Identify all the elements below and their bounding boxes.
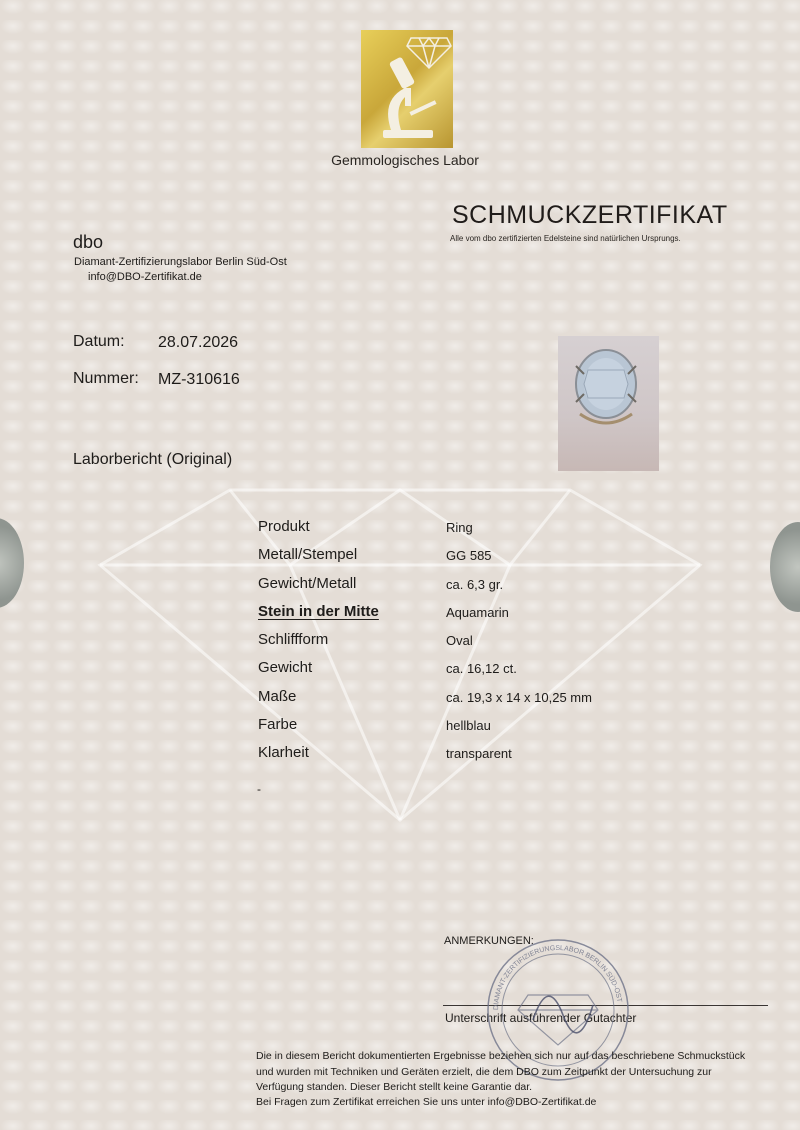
number-label: Nummer:: [73, 370, 139, 387]
disclaimer-line: Verfügung standen. Dieser Bericht stellt keine Garantie dar.: [256, 1081, 533, 1093]
number-value: MZ-310616: [158, 371, 240, 388]
date-label: Datum:: [73, 333, 125, 350]
detail-value: ca. 19,3 x 14 x 10,25 mm: [446, 690, 592, 705]
stamp-text: DIAMANT-ZERTIFIZIERUNGSLABOR BERLIN SÜD-OST: [492, 944, 623, 1011]
remarks-label: ANMERKUNGEN:: [444, 935, 534, 947]
ring-image: [558, 336, 659, 471]
detail-label: Metall/Stempel: [258, 546, 358, 563]
diamond-watermark: [80, 470, 720, 830]
disclaimer-line: Die in diesem Bericht dokumentierten Ergebnisse beziehen sich nur auf das beschriebene Schmuckstück: [256, 1050, 746, 1062]
detail-label: Gewicht: [258, 659, 313, 676]
detail-label-emphasized: Stein in der Mitte: [258, 603, 379, 620]
product-photo: [558, 336, 659, 471]
detail-value: GG 585: [446, 548, 492, 563]
detail-label: Maße: [258, 688, 297, 705]
logo-caption: Gemmologisches Labor: [331, 152, 479, 168]
microscope-icon: [361, 30, 453, 148]
report-label: Laborbericht (Original): [73, 451, 233, 468]
detail-value: ca. 6,3 gr.: [446, 577, 504, 592]
detail-value: transparent: [446, 746, 512, 761]
detail-value: ca. 16,12 ct.: [446, 661, 517, 676]
date-value: 28.07.2026: [158, 334, 239, 351]
trailing-mark: -: [257, 782, 261, 796]
detail-value: Ring: [446, 520, 473, 535]
certificate-subtitle: Alle vom dbo zertifizierten Edelsteine sind natürlichen Ursprungs.: [450, 234, 681, 243]
detail-value: Aquamarin: [446, 605, 509, 620]
issuer-email: info@DBO-Zertifikat.de: [88, 271, 202, 283]
issuer-name: dbo: [73, 232, 104, 252]
handwritten-signature: [533, 996, 593, 1033]
detail-label: Schliffform: [258, 631, 329, 648]
certificate-title: SCHMUCKZERTIFIKAT: [452, 201, 728, 229]
detail-label: Produkt: [258, 518, 310, 535]
detail-value: Oval: [446, 633, 473, 648]
binder-hole-left: [0, 518, 24, 608]
binder-hole-right: [770, 522, 800, 612]
lab-logo: [361, 30, 453, 148]
lab-stamp: [478, 935, 638, 1085]
disclaimer-line: und wurden mit Techniken und Geräten erzielt, die dem DBO zum Zeitpunkt der Untersuchung zur: [256, 1066, 712, 1078]
signature-label: Unterschrift ausführender Gutachter: [445, 1011, 637, 1025]
disclaimer-contact: Bei Fragen zum Zertifikat erreichen Sie uns unter info@DBO-Zertifikat.de: [256, 1096, 597, 1108]
issuer-lab: Diamant-Zertifizierungslabor Berlin Süd-Ost: [74, 256, 287, 268]
detail-label: Farbe: [258, 716, 298, 733]
detail-label: Klarheit: [258, 744, 309, 761]
detail-value: hellblau: [446, 718, 491, 733]
detail-label: Gewicht/Metall: [258, 575, 357, 592]
